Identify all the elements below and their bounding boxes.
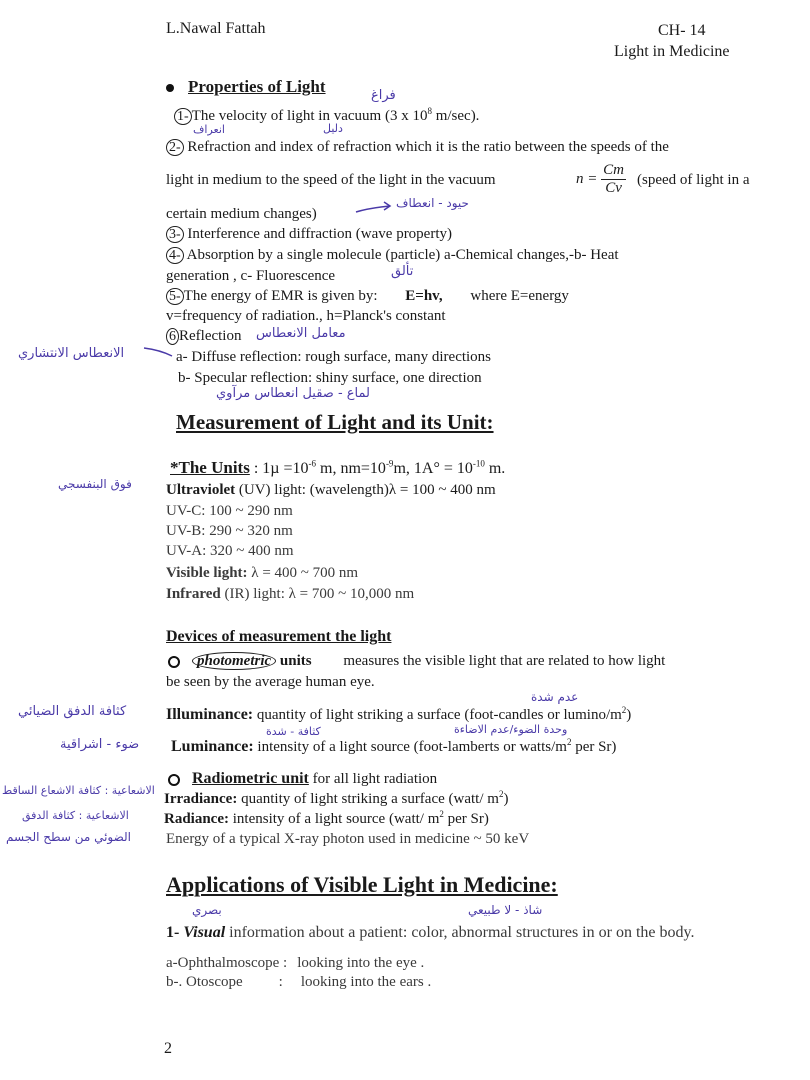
handwritten-note: الاشعاعية : كثافة الاشعاع الساقط: [2, 784, 155, 797]
handwritten-note: تألق: [391, 264, 414, 279]
handwritten-note: معامل الانعطاس: [256, 326, 346, 341]
page-number: 2: [164, 1040, 172, 1057]
handwritten-note: وحدة الضوء/عدم الاضاءة: [454, 723, 568, 736]
handwritten-note: ضوء - اشراقية: [60, 737, 140, 752]
radiometric-line: Radiometric unit for all light radiation: [168, 770, 437, 788]
property-item-1: 1- The velocity of light in vacuum (3 x $10^8$ m/sec).: [174, 108, 479, 125]
handwritten-note: كثافة الدفق الضيائي: [18, 704, 127, 719]
arrow-icon: [140, 344, 176, 360]
handwritten-note: بصري: [192, 903, 222, 917]
property-item-2-end: certain medium changes): [166, 206, 317, 222]
photometric-line: photometric units measures the visible light that are related to how light: [168, 652, 665, 670]
property-item-4-cont: generation , c- Fluorescence: [166, 268, 336, 284]
handwritten-note: عدم شدة: [531, 690, 579, 704]
handwritten-note: دليل: [323, 122, 343, 135]
bullet-icon: [168, 774, 180, 786]
radiance-line: Radiance: intensity of a light source (watt/ $m^2$ per Sr): [164, 809, 489, 827]
uva-line: UV-A: 320 ~ 400 nm: [166, 543, 294, 559]
property-item-2-cont: light in medium to the speed of the light in the vacuum: [166, 172, 496, 188]
reflection-diffuse: a- Diffuse reflection: rough surface, many directions: [176, 349, 492, 365]
visual-info-line: 1- Visual information about a patient: color, abnormal structures in or on the body.: [166, 924, 695, 941]
measurement-heading: Measurement of Light and its Unit:: [176, 410, 494, 434]
handwritten-note: حيود - انعطاف: [396, 196, 469, 210]
uvc-line: UV-C: 100 ~ 290 nm: [166, 503, 293, 519]
visible-line: Visible light: λ = 400 ~ 700 nm: [166, 565, 359, 581]
bullet-icon: [166, 84, 174, 92]
otoscope-line: b-. Otoscope : looking into the ears .: [166, 974, 432, 990]
photometric-line-2: be seen by the average human eye.: [166, 674, 375, 690]
property-item-6: 6 Reflection: [166, 328, 241, 345]
reflection-specular: b- Specular reflection: shiny surface, one direction: [178, 370, 482, 386]
property-item-4: 4- Absorption by a single molecule (particle) a-Chemical changes,-b- Heat: [166, 247, 619, 264]
luminance-line: Luminance: intensity of a light source (foot-lamberts or watts/$m^2$ per Sr): [171, 737, 617, 755]
property-item-3: 3- Interference and diffraction (wave property): [166, 226, 452, 243]
devices-heading: Devices of measurement the light: [166, 628, 392, 645]
property-item-5-cont: v=frequency of radiation., h=Planck's constant: [166, 308, 446, 324]
xray-line: Energy of a typical X-ray photon used in medicine ~ 50 keV: [166, 831, 530, 847]
handwritten-note: كثافة - شدة: [266, 725, 321, 738]
units-line: *The Units : $1\mu =10^{-6}$ m, $nm=10^{-9}m$, $1A^\circ = 10^{-10}$ m.: [170, 458, 506, 477]
property-item-2-note: (speed of light in a: [637, 172, 750, 188]
irradiance-line: Irradiance: quantity of light striking a surface (watt/ $m^2$): [164, 789, 509, 807]
handwritten-note: الضوئي من سطح الجسم: [6, 830, 132, 844]
arrow-icon: [354, 198, 394, 218]
uv-line: Ultraviolet (UV) light: (wavelength)λ = 100 ~ 400 nm: [166, 482, 496, 498]
uvb-line: UV-B: 290 ~ 320 nm: [166, 523, 293, 539]
ophthalmoscope-line: a-Ophthalmoscope : looking into the eye .: [166, 955, 425, 971]
handwritten-note: شاذ - لا طبيعي: [468, 903, 543, 917]
index-formula: n = $\frac{Cm}{Cv}$: [576, 162, 624, 196]
property-item-2: 2- Refraction and index of refraction which it is the ratio between the speeds of the: [166, 139, 669, 156]
handwritten-note: لماع - صقيل انعطاس مرآوي: [216, 386, 370, 401]
handwritten-note: فوق البنفسجي: [58, 477, 132, 491]
handwritten-note: فراغ: [371, 88, 396, 103]
handwritten-note: انعراف: [193, 123, 225, 136]
chapter-number: CH- 14: [658, 22, 706, 39]
handwritten-note: الانعطاس الانتشاري: [18, 346, 125, 361]
illuminance-line: Illuminance: quantity of light striking a surface (foot-candles or lumino/$m^2$): [166, 705, 632, 723]
bullet-icon: [168, 656, 180, 668]
applications-heading: Applications of Visible Light in Medicine:: [166, 872, 558, 897]
property-item-5: 5- The energy of EMR is given by: E=hv, where E=energy: [166, 288, 569, 305]
infrared-line: Infrared (IR) light: λ = 700 ~ 10,000 nm: [166, 586, 415, 602]
handwritten-note: الاشعاعية : كثافة الدفق: [22, 809, 129, 822]
author-name: L.Nawal Fattah: [166, 20, 266, 37]
properties-heading: Properties of Light: [166, 77, 326, 97]
chapter-title: Light in Medicine: [614, 43, 730, 60]
